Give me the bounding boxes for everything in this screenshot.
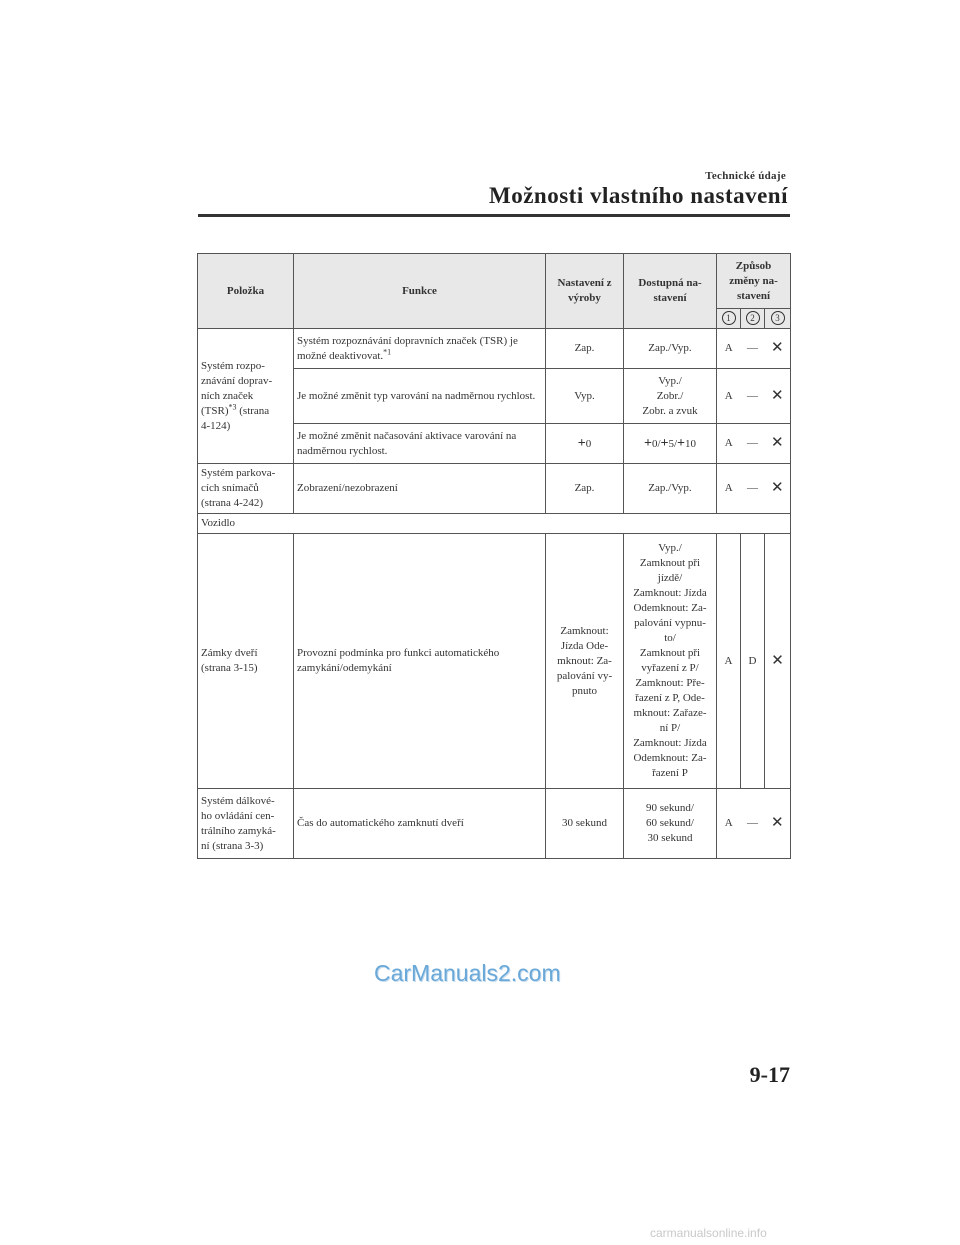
method-2-cell: — [741, 369, 765, 424]
table-row [198, 329, 791, 369]
page-title: Možnosti vlastního nastavení [489, 183, 788, 208]
method-1-cell: A [717, 464, 741, 514]
method-1-cell: A [717, 789, 741, 859]
not-available-icon: ✕ [765, 424, 791, 464]
method-2-cell: — [741, 464, 765, 514]
method-1-cell: A [717, 534, 741, 789]
available-cell: Vyp./ Zamknout při jízdě/ Zamknout: Jízda Odemknout: Za- palování vypnu- to/ Zamknout při vyřazení z P/ Zamknout: Pře- řazení z P, Ode- mknout: Zařaze- ní P/ Zamknout: Jízda Odemknout: Za- řazení P [624, 534, 717, 789]
function-cell: Je možné změnit načasování aktivace varování na nadměrnou rychlost. [294, 424, 546, 464]
table-row [198, 789, 791, 859]
not-available-icon: ✕ [765, 329, 791, 369]
method-2-cell: — [741, 329, 765, 369]
circled-1-icon: 1 [722, 311, 736, 325]
header-function: Funkce [294, 254, 546, 329]
watermark-logo: CarManuals2.com [374, 960, 561, 986]
plus-icon: + [643, 435, 652, 451]
item-remote-locking: Systém dálkové- ho ovládání cen- trálního zamyká- ní (strana 3-3) [198, 789, 294, 859]
header-item: Položka [198, 254, 294, 329]
header-available-settings: Dostupná na-stavení [624, 254, 717, 329]
factory-cell: Vyp. [546, 369, 624, 424]
section-vehicle: Vozidlo [198, 514, 791, 534]
method-2-header [741, 309, 765, 329]
function-cell: Systém rozpoznávání dopravních značek (TSR) je možné deaktivovat.$^{*1}$ [294, 329, 546, 369]
method-2-cell: — [741, 789, 765, 859]
item-door-locks: Zámky dveří (strana 3-15) [198, 534, 294, 789]
available-cell: Zap./Vyp. [624, 329, 717, 369]
method-1-header [717, 309, 741, 329]
factory-cell: Zamknout: Jízda Ode- mknout: Za- palování vy- pnuto [546, 534, 624, 789]
section-header: Technické údaje [705, 170, 786, 182]
function-cell: Provozní podmínka pro funkci automatického zamykání/odemykání [294, 534, 546, 789]
circled-2-icon: 2 [746, 311, 760, 325]
function-cell: Čas do automatického zamknutí dveří [294, 789, 546, 859]
available-cell: 90 sekund/ 60 sekund/ 30 sekund [624, 789, 717, 859]
plus-icon: + [660, 435, 669, 451]
not-available-icon: ✕ [765, 464, 791, 514]
page-number: 9-17 [749, 1062, 790, 1087]
available-cell: Zap./Vyp. [624, 464, 717, 514]
method-3-header [765, 309, 791, 329]
available-cell: Vyp./ Zobr./ Zobr. a zvuk [624, 369, 717, 424]
header-change-method: Způsob změny na-stavení [717, 254, 791, 309]
function-cell: Zobrazení/nezobrazení [294, 464, 546, 514]
method-1-cell: A [717, 424, 741, 464]
header-divider [198, 214, 790, 217]
table-row [198, 464, 791, 514]
plus-icon: + [577, 435, 586, 451]
item-parking-sensors: Systém parkova- cích snímačů (strana 4-242) [198, 464, 294, 514]
available-cell: +0/+5/+10 [624, 424, 717, 464]
factory-cell: Zap. [546, 329, 624, 369]
not-available-icon: ✕ [765, 789, 791, 859]
plus-icon: + [677, 435, 686, 451]
not-available-icon: ✕ [765, 534, 791, 789]
factory-cell: Zap. [546, 464, 624, 514]
function-cell: Je možné změnit typ varování na nadměrnou rychlost. [294, 369, 546, 424]
item-tsr: Systém rozpo- znávání doprav- ních značek (TSR)$^{*3}$ (strana 4-124) [198, 329, 294, 464]
header-factory-setting: Nastavení z výroby [546, 254, 624, 329]
method-1-cell: A [717, 329, 741, 369]
factory-cell: +0 [546, 424, 624, 464]
circled-3-icon: 3 [771, 311, 785, 325]
table-row [198, 534, 791, 789]
method-2-cell: — [741, 424, 765, 464]
method-2-cell: D [741, 534, 765, 789]
table-row [198, 514, 791, 534]
customization-table [197, 253, 791, 859]
factory-cell: 30 sekund [546, 789, 624, 859]
method-1-cell: A [717, 369, 741, 424]
footer-watermark: carmanualsonline.info [650, 1226, 767, 1240]
not-available-icon: ✕ [765, 369, 791, 424]
